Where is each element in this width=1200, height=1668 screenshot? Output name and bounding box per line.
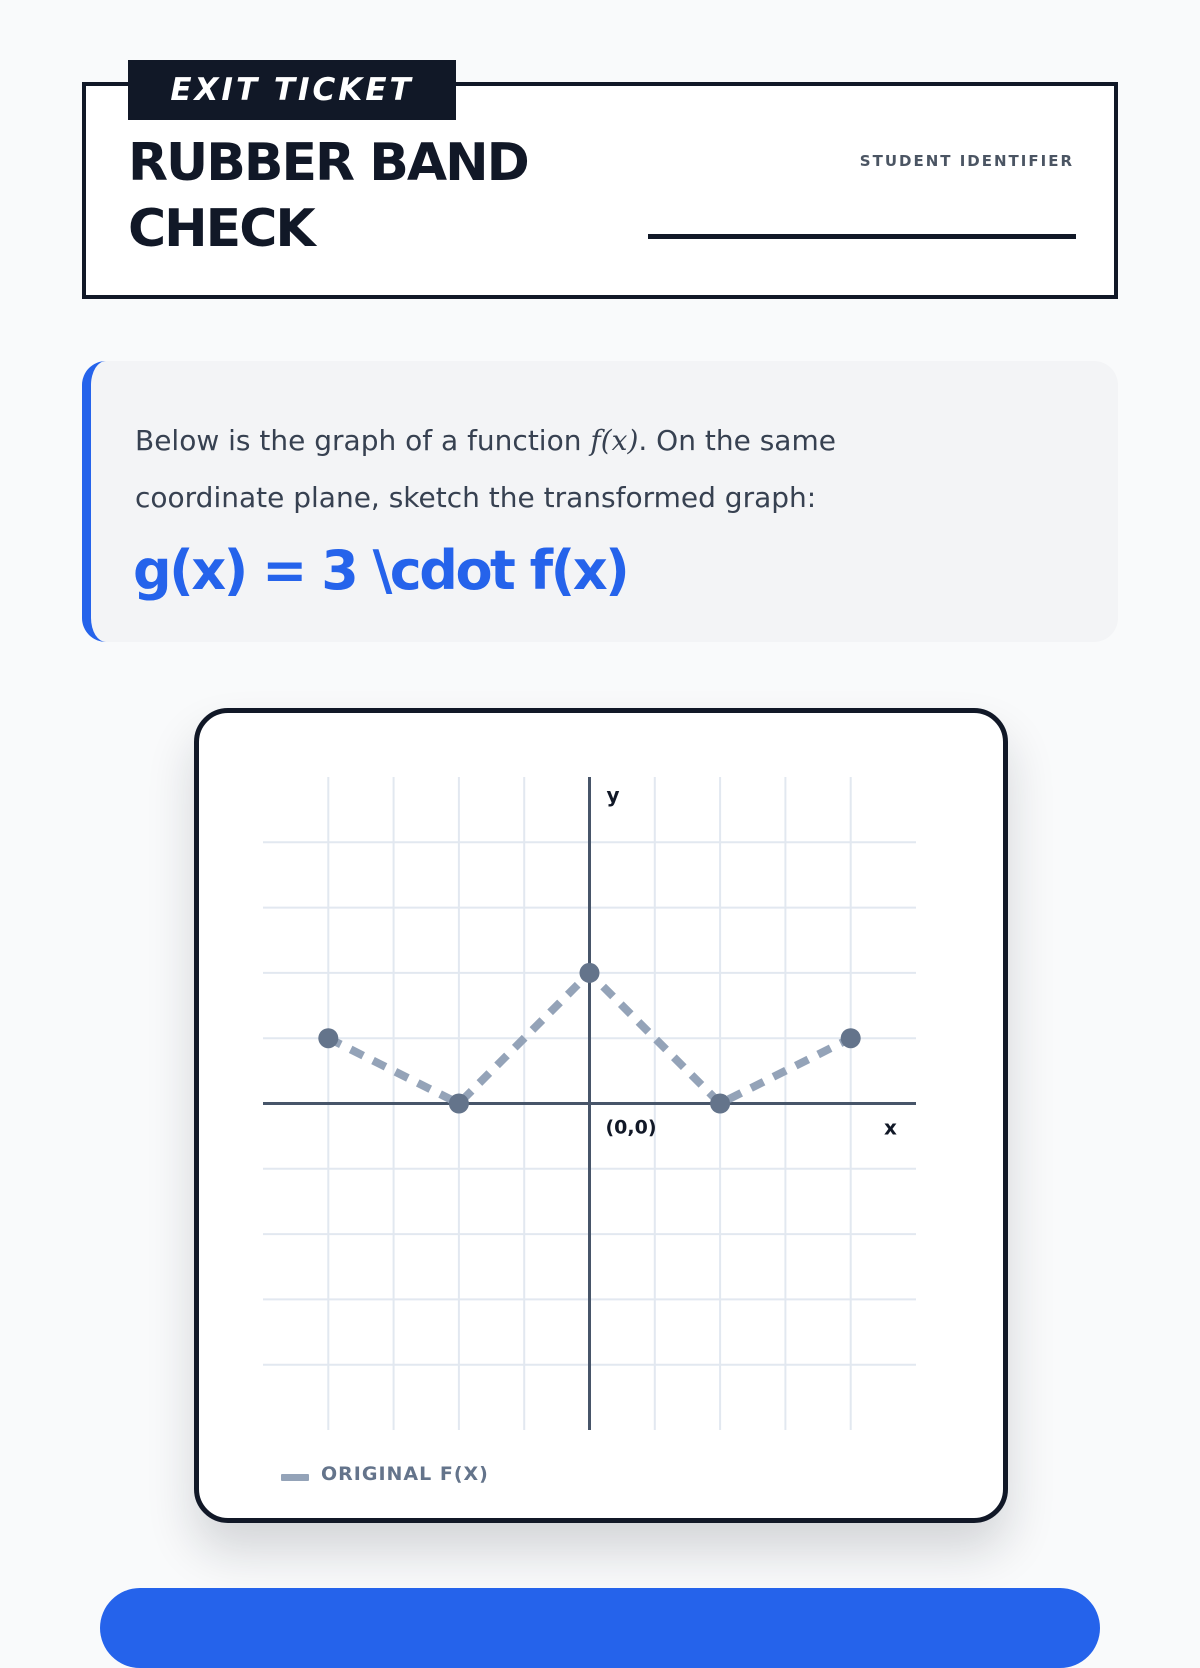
prompt-text [135,412,975,526]
data-point [580,963,600,983]
x-axis-label: x [884,1115,897,1140]
coordinate-plane[interactable] [199,713,1003,1518]
page-title [128,130,648,262]
legend-label: ORIGINAL F(X) [321,1463,489,1485]
graph-card [194,708,1008,1523]
prompt-math-function: f(x) [590,424,639,457]
prompt-text-before: Below is the graph of a function [135,424,591,457]
data-point [841,1028,861,1048]
origin-label: (0,0) [605,1116,657,1139]
data-point [449,1094,469,1114]
student-identifier-field[interactable] [648,234,1076,239]
student-identifier-label: STUDENT IDENTIFIER [859,152,1074,170]
data-point [318,1028,338,1048]
y-axis-label: y [606,783,620,807]
data-point [710,1094,730,1114]
title-line-2: CHECK [128,199,314,259]
legend-swatch [281,1474,309,1481]
transformation-formula: g(x) = 3 \cdot f(x) [133,539,628,602]
title-line-1: RUBBER BAND [128,133,528,193]
prompt-text-after: . On the same coordinate plane, sketch the transformed graph: [135,424,836,514]
bottom-action-bar[interactable] [100,1588,1100,1668]
exit-ticket-tag: EXIT TICKET [128,60,456,120]
